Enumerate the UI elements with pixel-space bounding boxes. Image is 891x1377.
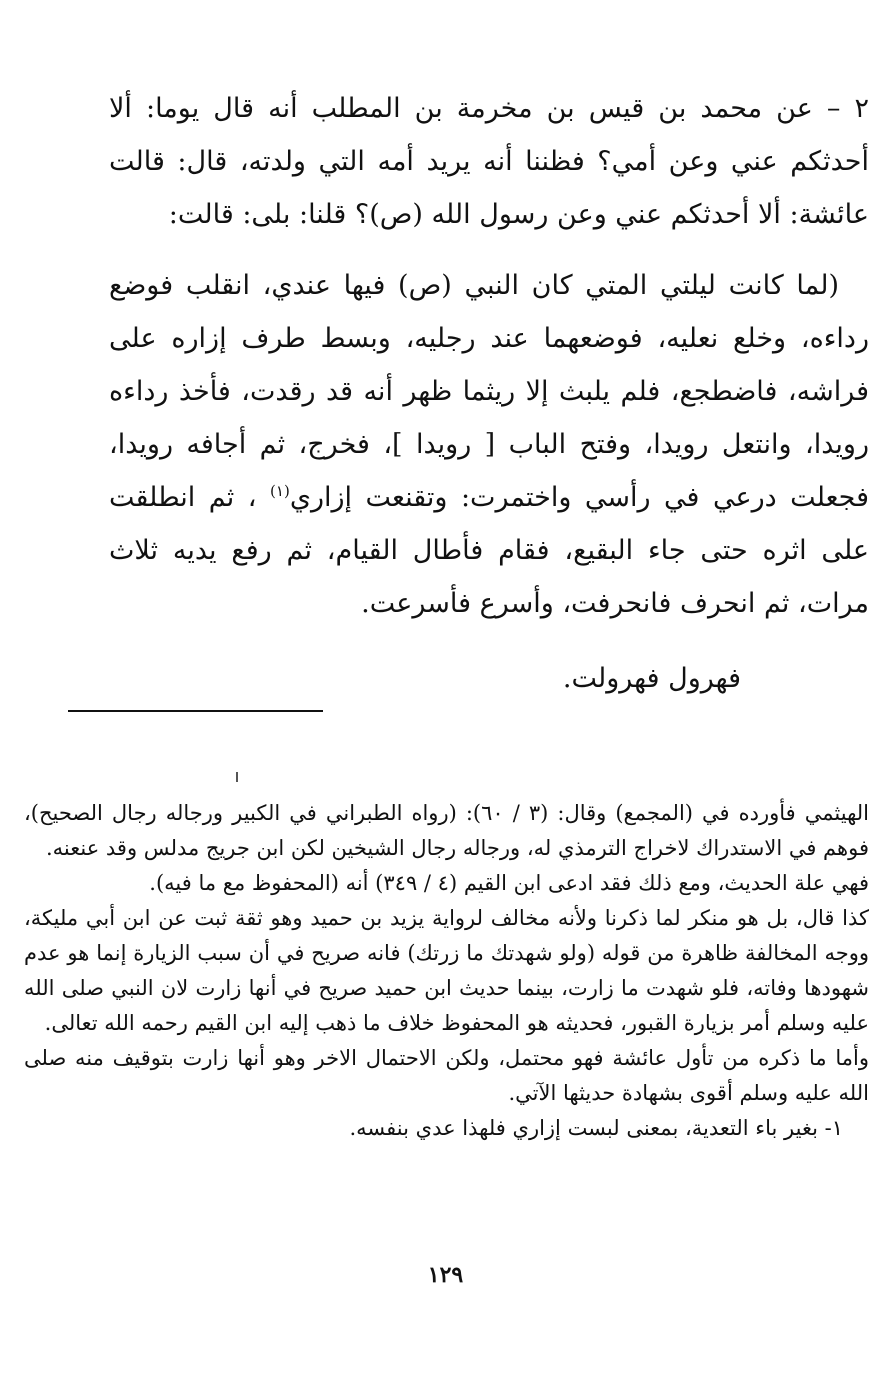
narration-paragraph [109,259,869,630]
footnote-paragraph-4: وأما ما ذكره من تأول عائشة فهو محتمل، ولكن الاحتمال الاخر وهو أنها زارت بتوقيف منه صلى الله عليه وسلم أقوى بشهادة حديثها الآتي. [24,1046,869,1105]
footnote-separator [68,710,323,712]
footnote-reference: (١) [270,482,290,500]
footnote-paragraph-1: الهيثمي فأورده في (المجمع) وقال: (٣ / ٦٠): (رواه الطبراني في الكبير ورجاله رجال الصحيح)، فوهم في الاستدراك لاخراج الترمذي له، ورجاله رجال الشيخين لكن ابن جريج مدلس وقد عنعنه. [24,801,869,860]
footnote-paragraph-3: كذا قال، بل هو منكر لما ذكرنا ولأنه مخالف لرواية يزيد بن حميد وهو ثقة ثبت عن ابن أبي مليكة، ووجه المخالفة ظاهرة من قوله (ولو شهدتك ما زرتك) فانه صريح في أن سبب الزيارة إنما هو عدم شهودها وفاته، فلو شهدت ما زارت، بينما حديث ابن حميد صريح في أنها زارت لان النبي صلى الله عليه وسلم أمر بزيارة القبور، فحديثه هو المحفوظ خلاف ما ذهب إليه ابن القيم رحمه الله تعالى. [24,906,869,1035]
footnote-paragraph-2: فهي علة الحديث، ومع ذلك فقد ادعى ابن القيم (٤ / ٣٤٩) أنه (المحفوظ مع ما فيه). [149,871,869,895]
page-number: ١٢٩ [427,1262,464,1288]
narration-text-part1: (لما كانت ليلتي المتي كان النبي (ص) فيها عندي، انقلب فوضع رداءه، وخلع نعليه، فوضعهما عند رجليه، وبسط طرف إزاره على فراشه، فاضطجع، فلم يلبث إلا ريثما ظهر أنه قد رقدت، فأخذ رداءه رويدا، وانتعل رويدا، وفتح الباب [ رويدا ]، فخرج، ثم أجافه رويدا، فجعلت درعي في رأسي واختمرت: وتقنعت إزاري [109,270,869,513]
main-text-block [109,82,869,705]
scan-mark [236,772,238,782]
footnote-note-1: ١- بغير باء التعدية، بمعنى لبست إزاري فلهذا عدي بنفسه. [349,1116,843,1140]
ending-line: فهرول فهرولت. [562,663,741,694]
hadith-intro-paragraph: ٢ – عن محمد بن قيس بن مخرمة بن المطلب أنه قال يوما: ألا أحدثكم عني وعن أمي؟ فظننا أنه يريد أمه التي ولدته، قال: قالت عائشة: ألا أحدثكم عني وعن رسول الله (ص)؟ قلنا: بلى: قالت: [109,93,869,230]
narration-text-part2: ، ثم انطلقت على اثره حتى جاء البقيع، فقام فأطال القيام، ثم رفع يديه ثلاث مرات، ثم انحرف فانحرفت، وأسرع فأسرعت. [109,482,869,619]
footnotes-block [24,796,869,1146]
